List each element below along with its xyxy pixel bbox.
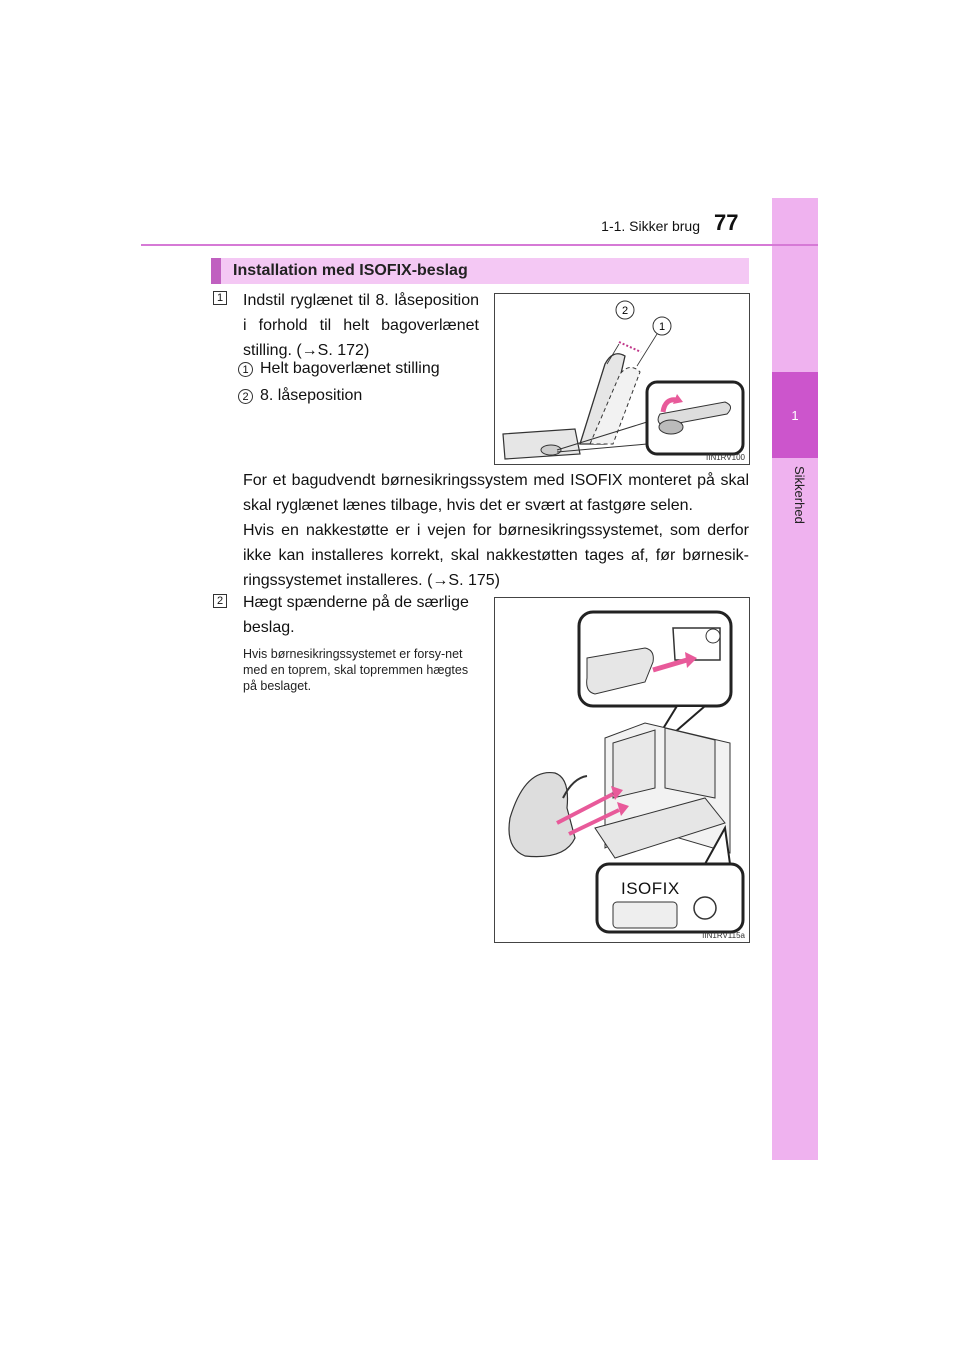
step1-note-2: Hvis en nakkestøtte er i vejen for børnesikringssystemet, som derfor ikke kan installeres korrekt, skal nakkestøtten tages af, før børnesik-ringssystemet installeres. (→S. 175): [243, 522, 749, 589]
section-title: Installation med ISOFIX-beslag: [233, 262, 468, 279]
step2-text: Hægt spænderne på de særlige beslag.: [243, 594, 469, 636]
item-label-2: 8. låseposition: [260, 387, 363, 404]
item-marker-1: 1: [238, 362, 253, 377]
step1-text: Indstil ryglænet til 8. låseposition i forhold til helt bagoverlænet stilling. (→S. 172): [243, 292, 479, 359]
seat-recline-illustration: [495, 294, 749, 464]
figure-code-2: IIN1RV115a: [702, 931, 745, 940]
side-tab: [772, 198, 818, 1160]
svg-text:1: 1: [658, 321, 666, 333]
svg-text:2: 2: [621, 305, 629, 317]
header-section-title: 1-1. Sikker brug: [601, 218, 700, 234]
item-label-1: Helt bagoverlænet stilling: [260, 360, 440, 377]
page-number: 77: [714, 210, 739, 235]
chapter-label: Sikkerhed: [792, 466, 807, 524]
chapter-number: 1: [772, 372, 818, 458]
step1-note-1: For et bagudvendt børnesikringssystem med ISOFIX monteret på skal skal ryglænet lænes tilbage, hvis det er svært at fastgøre selen.: [243, 472, 749, 514]
header-divider: [141, 244, 818, 246]
step-number-1: 1: [213, 291, 227, 305]
step2-subnote: Hvis børnesikringssystemet er forsy-net med en toprem, skal topremmen hægtes på beslaget.: [243, 647, 469, 693]
section-title-bar: [211, 258, 749, 284]
isofix-label: ISOFIX: [621, 879, 680, 898]
step-number-2: 2: [213, 594, 227, 608]
figure-code-1: IIN1RV100: [706, 453, 745, 462]
seat-recline-figure: [494, 293, 750, 465]
isofix-figure: [494, 597, 750, 943]
item-marker-2: 2: [238, 389, 253, 404]
